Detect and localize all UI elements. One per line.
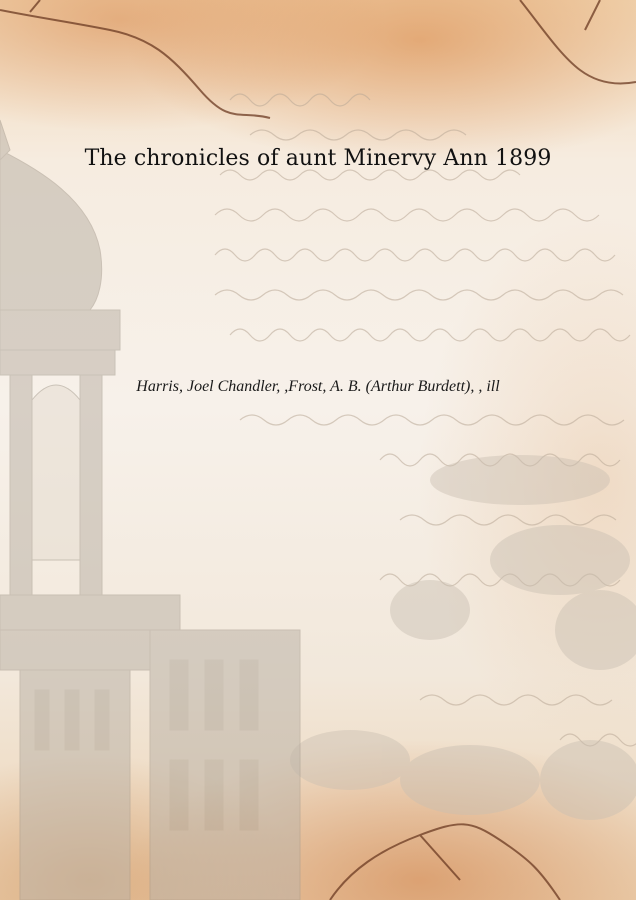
landscape-etching	[290, 455, 636, 820]
pavilion-etching	[0, 120, 300, 900]
book-title: The chronicles of aunt Minervy Ann 1899	[84, 146, 552, 171]
book-author-line: Harris, Joel Chandler, ,Frost, A. B. (Arthur Burdett), , ill	[136, 378, 500, 395]
